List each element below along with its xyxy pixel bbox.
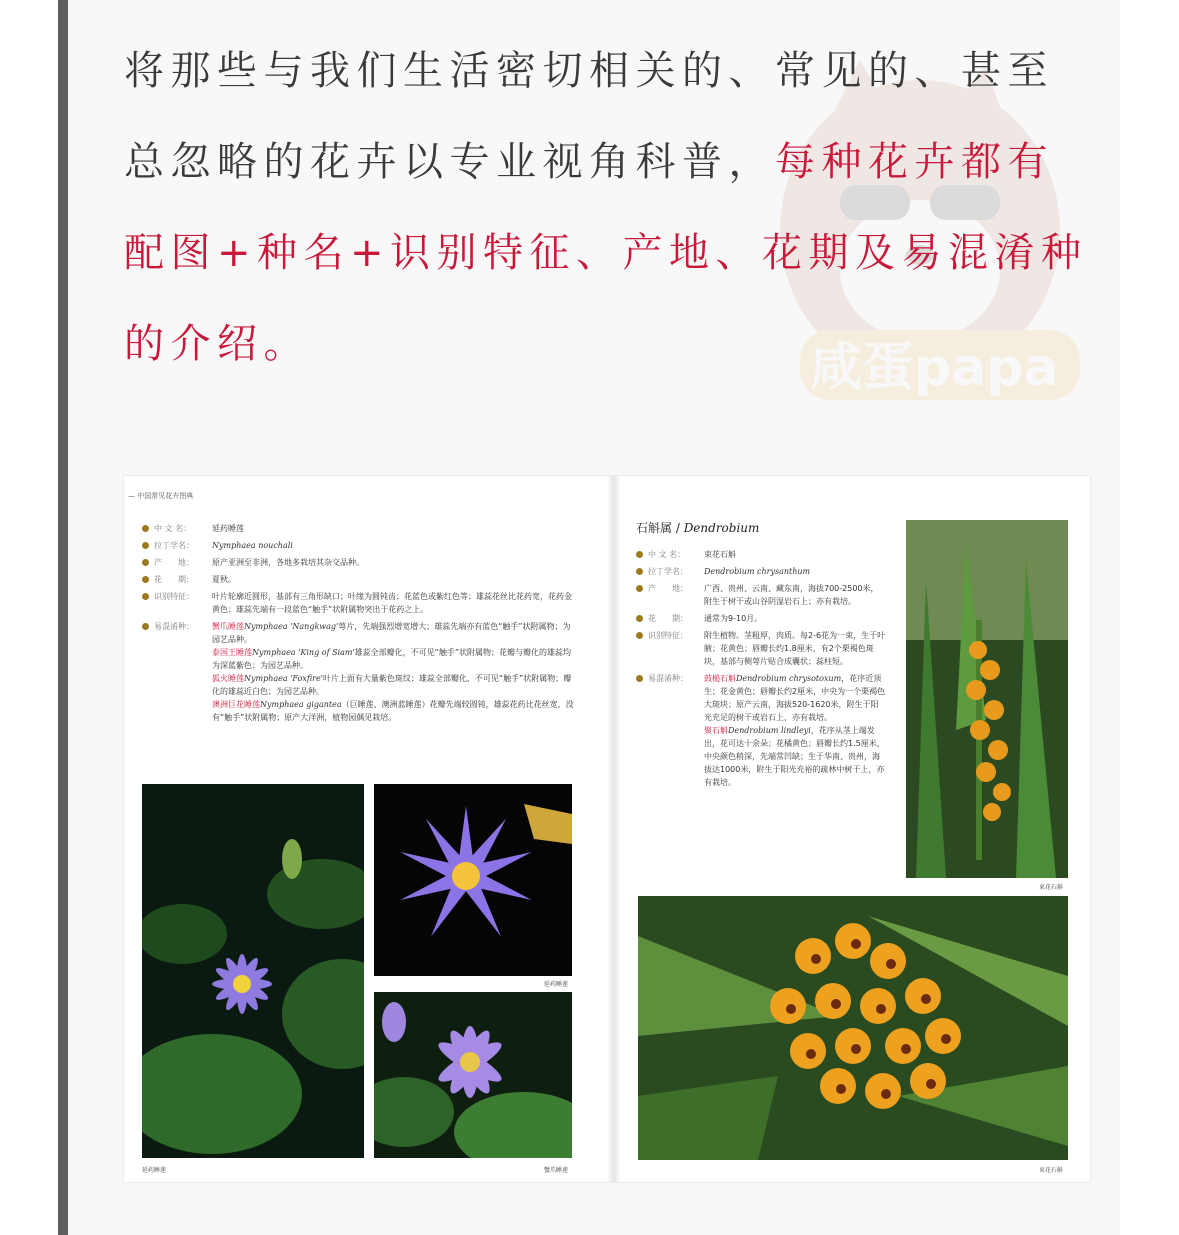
- orchid-photo-bottom: [638, 896, 1068, 1160]
- field-label: 中 文 名：: [142, 522, 191, 535]
- photo-caption: 束花石斛: [1039, 884, 1064, 891]
- intro-highlight-text: 每种花卉都有配图+种名+识别特征、产地、花期及易混淆种的介绍。: [124, 139, 1088, 367]
- intro-text: 将那些与我们生活密切相关的、常见的、甚至总忽略的花卉以专业视角科普，: [124, 48, 1054, 185]
- field-label: 花 期：: [142, 573, 194, 586]
- confusables-list: [212, 620, 574, 724]
- field-row: [636, 629, 886, 668]
- field-value: 通常为9-10月。: [704, 614, 763, 623]
- field-label: 易混淆种：: [142, 620, 194, 633]
- field-row: [142, 556, 574, 569]
- field-icon: [142, 623, 149, 630]
- field-icon: [636, 632, 643, 639]
- field-icon: [142, 593, 149, 600]
- field-row: [636, 548, 886, 561]
- orchid-photo-top: [906, 520, 1068, 878]
- field-label: 拉丁学名：: [636, 565, 688, 578]
- field-icon: [142, 525, 149, 532]
- field-icon: [142, 559, 149, 566]
- left-page-fields: [142, 522, 574, 728]
- genus-title: 石斛属 / Dendrobium: [636, 521, 760, 535]
- field-label: 产 地：: [636, 582, 688, 595]
- field-row: [142, 620, 574, 724]
- photo-caption: 延药睡莲: [142, 1167, 167, 1174]
- confusable-item: 鼓槌石斛Dendrobium chrysotoxum，花序近顶生；花金黄色；唇瓣长约2厘米，中央为一个栗褐色大斑块；原产云南，海拔520-1620米，附生于阳光充足的树干或岩石上，亦有栽培。: [704, 674, 886, 722]
- field-value: 广西、贵州、云南、藏东南，海拔700-2500米，附生于树干或山谷阴湿岩石上；亦有栽培。: [704, 584, 879, 606]
- field-icon: [636, 568, 643, 575]
- confusable-item: 澳洲巨花睡莲Nymphaea gigantea（巨睡莲、澳洲蓝睡莲）花瓣先端较圆钝，雄蕊花药比花丝宽，没有“触手”状附属物；原产大洋洲，植物园偶见栽培。: [212, 700, 574, 722]
- field-row: [142, 539, 574, 552]
- field-value: 附生植物。茎粗厚，肉质。每2-6花为一束，生于叶腋；花黄色；唇瓣长约1.8厘米，有2个栗褐色斑块，基部与侧萼片贴合成囊状；蕊柱短。: [704, 631, 886, 666]
- photo-caption: 束花石斛: [1039, 1167, 1064, 1174]
- photo-caption: 延药睡莲: [544, 981, 569, 988]
- field-icon: [636, 551, 643, 558]
- field-label: 识别特征：: [636, 629, 688, 642]
- water-lily-photo-large: [142, 784, 364, 1158]
- book-fold: [607, 476, 621, 1182]
- confusable-item: 蟹爪睡莲Nymphaea 'Nangkwag'萼片，先端强烈增宽增大；雄蕊先端亦有蓝色“触手”状附属物；为园艺品种。: [212, 622, 571, 644]
- water-lily-photo-bottom: [374, 992, 572, 1158]
- book-spread-image: [124, 476, 1090, 1182]
- field-value: Nymphaea nouchali: [212, 541, 293, 550]
- field-label: 易混淆种：: [636, 672, 688, 685]
- field-icon: [142, 576, 149, 583]
- field-row: [142, 522, 574, 535]
- field-row: [636, 565, 886, 578]
- field-row: [142, 590, 574, 616]
- field-row: [142, 573, 574, 586]
- confusable-item: 泰国王睡莲Nymphaea 'King of Siam'雄蕊全部瓣化，不可见“触手”状附属物；花瓣与瓣化的雄蕊均为深蓝紫色；为园艺品种。: [212, 648, 571, 670]
- field-label: 花 期：: [636, 612, 688, 625]
- field-value: 叶片轮廓近圆形，基部有三角形缺口；叶缘为圆钝齿；花蓝色或紫红色等；雄蕊花丝比花药宽，花药金黄色；雄蕊先端有一段蓝色“触手”状附属物突出于花药之上。: [212, 592, 572, 614]
- right-page-fields: [636, 548, 886, 793]
- photo-caption: 蟹爪睡莲: [544, 1167, 569, 1174]
- running-head: — 中国常见花卉图典: [128, 492, 194, 500]
- field-value: 原产亚洲至非洲，各地多栽培其杂交品种。: [212, 558, 364, 567]
- field-value: Dendrobium chrysanthum: [704, 567, 811, 576]
- field-value: 夏秋。: [212, 575, 236, 584]
- field-label: 中 文 名：: [636, 548, 685, 561]
- water-lily-photo-top: [374, 784, 572, 976]
- field-value: 延药睡莲: [212, 524, 244, 533]
- field-row: [636, 612, 886, 625]
- field-value: 束花石斛: [704, 550, 736, 559]
- field-icon: [636, 615, 643, 622]
- field-row: [636, 582, 886, 608]
- svg-text:咸蛋papa: 咸蛋papa: [810, 338, 1059, 398]
- field-label: 拉丁学名：: [142, 539, 194, 552]
- confusable-item: 狐火睡莲Nymphaea 'Foxfire'叶片上面有大量紫色斑纹；雄蕊全部瓣化，不可见“触手”状附属物；瓣化的雄蕊近白色；为园艺品种。: [212, 674, 572, 696]
- confusable-item: 聚石斛Dendrobium lindleyi，花序从茎上端发出，花可达十余朵；花橘黄色；唇瓣长约1.5厘米，中央颜色稍深，先端常凹缺；生于华南、贵州，海拔达1000米，附生于阳光充裕的疏林中树干上，亦有栽培。: [704, 726, 885, 787]
- field-label: 产 地：: [142, 556, 194, 569]
- field-icon: [142, 542, 149, 549]
- confusables-list: [704, 672, 886, 789]
- field-icon: [636, 585, 643, 592]
- field-label: 识别特征：: [142, 590, 194, 603]
- field-row: [636, 672, 886, 789]
- intro-paragraph: [124, 26, 1094, 390]
- field-icon: [636, 675, 643, 682]
